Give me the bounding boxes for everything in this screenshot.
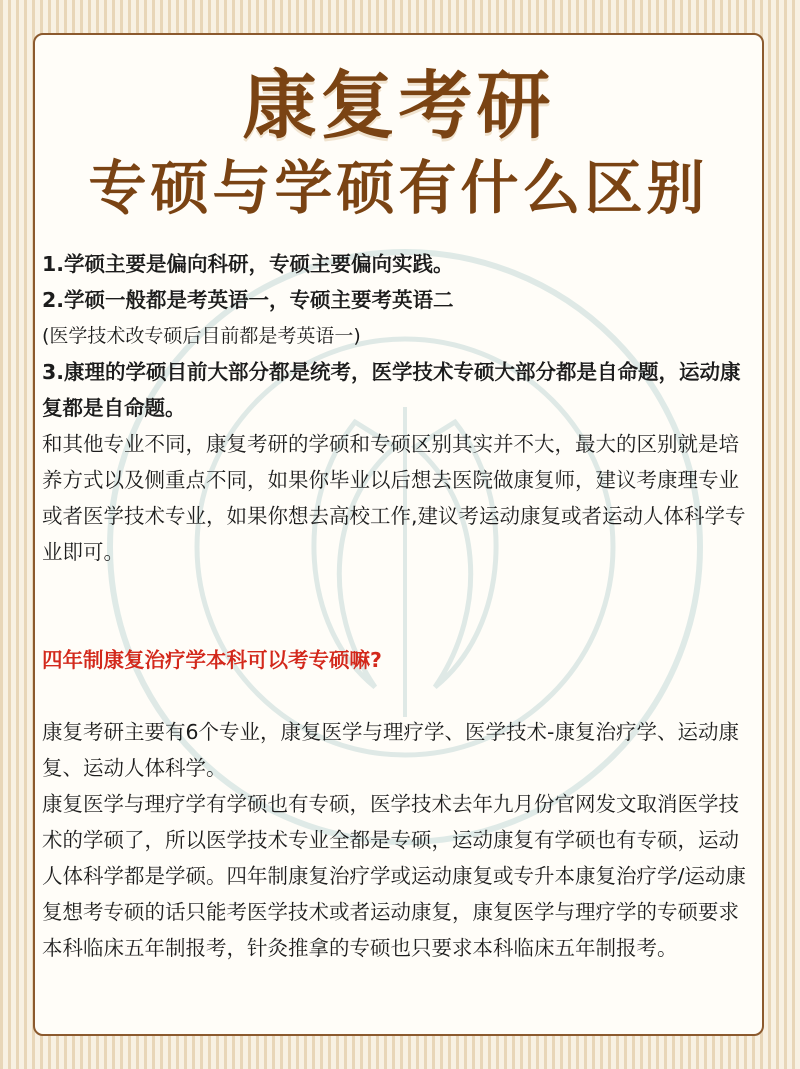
- point-3: 3.康理的学硕目前大部分都是统考，医学技术专硕大部分都是自命题，运动康复都是自命题。: [42, 360, 741, 420]
- answer-paragraph-1: 康复考研主要有6个专业，康复医学与理疗学、医学技术-康复治疗学、运动康复、运动人体科学。: [42, 720, 739, 780]
- point-2-note: (医学技术改专硕后目前都是考英语一): [42, 325, 361, 347]
- point-1: 1.学硕主要是偏向科研，专硕主要偏向实践。: [42, 252, 454, 276]
- intro-paragraph: 和其他专业不同，康复考研的学硕和专硕区别其实并不大，最大的区别就是培养方式以及侧重点不同，如果你毕业以后想去医院做康复师，建议考康理专业或者医学技术专业，如果你想去高校工作,建议考运动康复或者运动人体科学专业即可。: [42, 432, 746, 564]
- main-title: 康复考研: [242, 63, 555, 149]
- sub-title: 专硕与学硕有什么区别: [88, 154, 709, 222]
- article-body: [42, 246, 758, 966]
- content-card: [33, 33, 764, 1036]
- answer-paragraph-2: 康复医学与理疗学有学硕也有专硕，医学技术去年九月份官网发文取消医学技术的学硕了，所以医学技术专业全都是专硕，运动康复有学硕也有专硕，运动人体科学都是学硕。四年制康复治疗学或运动康复或专升本康复治疗学/运动康复想考专硕的话只能考医学技术或者运动康复，康复医学与理疗学的专硕要求本科临床五年制报考，针灸推拿的专硕也只要求本科临床五年制报考。: [42, 792, 746, 960]
- question-heading: 四年制康复治疗学本科可以考专硕嘛?: [42, 648, 382, 672]
- point-2: 2.学硕一般都是考英语一，专硕主要考英语二: [42, 288, 454, 312]
